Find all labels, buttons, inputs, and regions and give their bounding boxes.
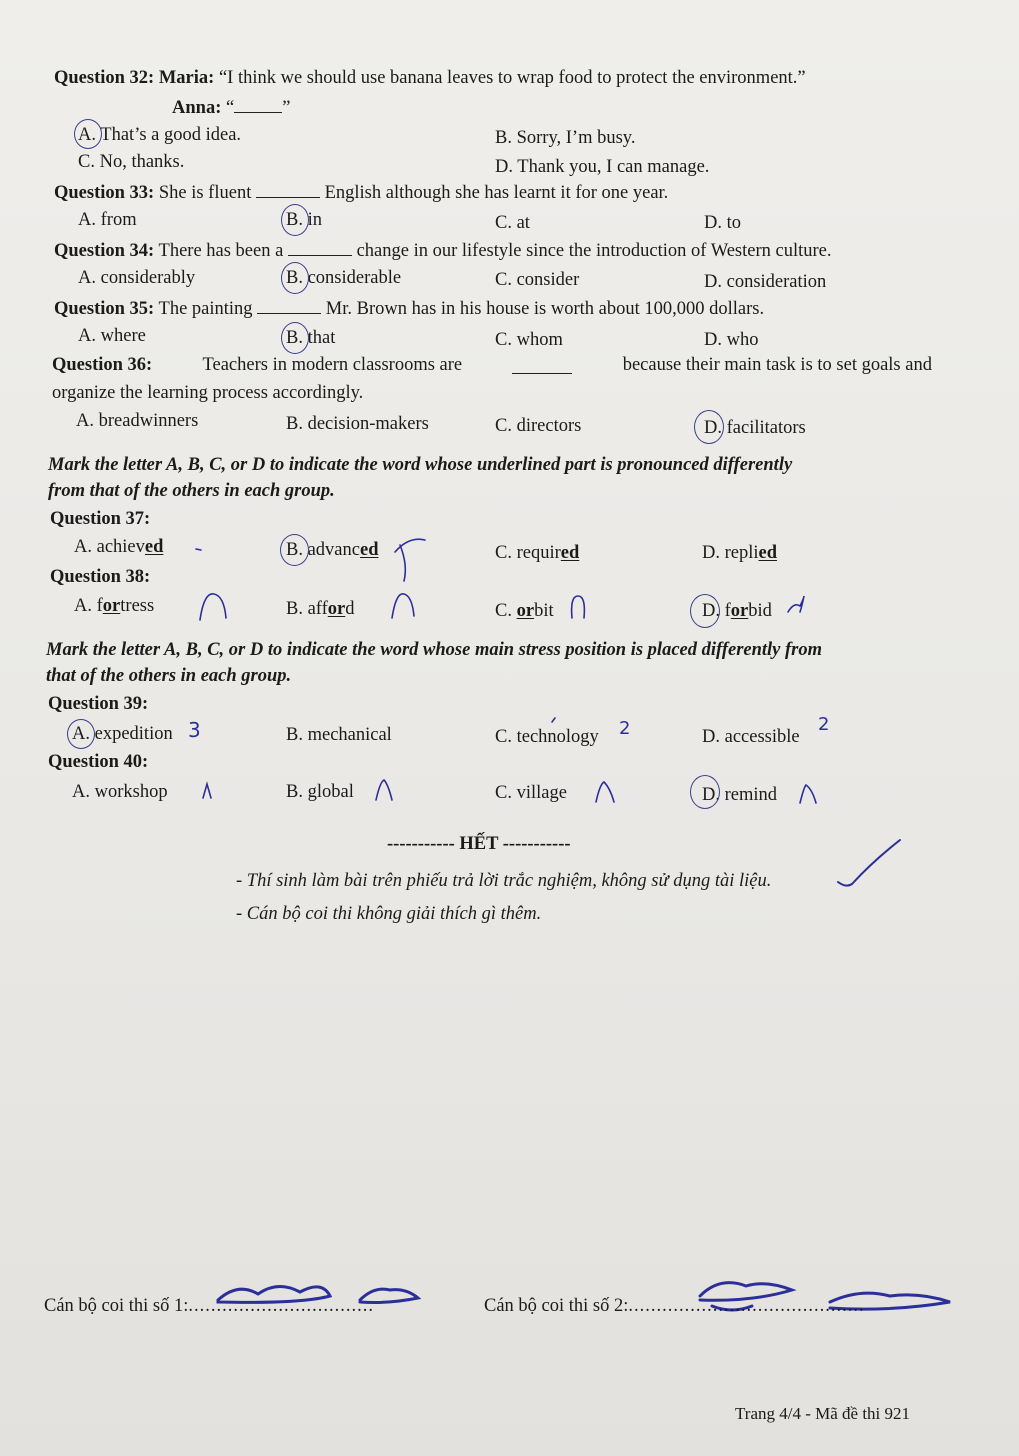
option-c[interactable]: C. technology — [495, 727, 599, 747]
option-b[interactable]: B. in — [286, 210, 322, 230]
option-a[interactable]: A. expedition — [72, 724, 173, 744]
option-a[interactable]: A. breadwinners — [76, 411, 199, 431]
answer-blank — [512, 357, 572, 374]
question-label: Question 36: — [52, 355, 153, 375]
question-33 — [54, 181, 668, 204]
option-d[interactable]: D. replied — [702, 543, 778, 563]
option-a[interactable]: A. workshop — [72, 782, 168, 802]
answer-blank — [257, 297, 321, 314]
question-text-before: Teachers in modern classrooms are — [202, 355, 463, 375]
instruction-stress-line2: that of the others in each group. — [46, 666, 292, 686]
question-35 — [54, 297, 764, 320]
instruction-stress-line1: Mark the letter A, B, C, or D to indicate the word whose main stress position is placed differently from — [46, 640, 823, 660]
option-c[interactable]: C. whom — [495, 330, 563, 350]
option-a[interactable]: A. from — [78, 210, 137, 230]
question-label: Question 34: — [54, 241, 155, 261]
question-text-after: Mr. Brown has in his house is worth about 100,000 dollars. — [325, 299, 765, 319]
option-b[interactable]: B. global — [286, 782, 354, 802]
question-34 — [54, 239, 832, 262]
option-d[interactable]: D. Thank you, I can manage. — [495, 157, 710, 177]
question-38-label: Question 38: — [50, 567, 151, 587]
option-b[interactable]: B. mechanical — [286, 725, 392, 745]
question-label: Question 32: — [54, 68, 155, 88]
handwritten-stress-mark: 2 — [818, 714, 830, 735]
question-40-label: Question 40: — [48, 752, 149, 772]
question-text-before: There has been a — [158, 241, 284, 261]
proctor-1-label: Cán bộ coi thi số 1:................................. — [44, 1296, 375, 1316]
question-36-line2: organize the learning process accordingly. — [52, 383, 364, 403]
question-text: “I think we should use banana leaves to wrap food to protect the environment.” — [218, 68, 806, 88]
option-d[interactable]: D. facilitators — [704, 418, 806, 438]
question-32-reply — [172, 96, 290, 119]
question-text-before: She is fluent — [158, 183, 252, 203]
option-d[interactable]: D. who — [704, 330, 759, 350]
option-c[interactable]: C. consider — [495, 270, 580, 290]
end-note-1: - Thí sinh làm bài trên phiếu trả lời trắc nghiệm, không sử dụng tài liệu. — [236, 871, 772, 891]
option-b[interactable]: B. advanced — [286, 540, 379, 560]
option-d[interactable]: D. to — [704, 213, 742, 233]
option-b[interactable]: B. afford — [286, 599, 355, 619]
option-b[interactable]: B. decision-makers — [286, 414, 429, 434]
option-a[interactable]: A. That’s a good idea. — [78, 125, 242, 145]
option-c[interactable]: C. No, thanks. — [78, 152, 185, 172]
close-quote: ” — [282, 98, 291, 118]
handwritten-stress-mark: 2 — [619, 718, 631, 739]
option-b[interactable]: B. that — [286, 328, 336, 348]
handwritten-stress-mark: 3 — [188, 718, 201, 742]
question-text-before: The painting — [158, 299, 253, 319]
question-text-after: English although she has learnt it for one year. — [324, 183, 669, 203]
question-label: Question 33: — [54, 183, 155, 203]
question-37-label: Question 37: — [50, 509, 151, 529]
question-32 — [54, 68, 806, 89]
answer-blank — [288, 239, 352, 256]
speaker-maria: Maria: — [158, 68, 215, 88]
question-label: Question 35: — [54, 299, 155, 319]
option-c[interactable]: C. village — [495, 783, 567, 803]
instruction-pronunciation-line1: Mark the letter A, B, C, or D to indicate the word whose underlined part is pronounced differently — [48, 455, 793, 475]
option-c[interactable]: C. required — [495, 543, 580, 563]
answer-blank — [234, 96, 282, 113]
option-a[interactable]: A. where — [78, 326, 146, 346]
option-c[interactable]: C. orbit — [495, 601, 554, 621]
question-text-after: because their main task is to set goals and — [622, 355, 932, 375]
option-c[interactable]: C. directors — [495, 416, 582, 436]
end-note-2: - Cán bộ coi thi không giải thích gì thêm. — [236, 904, 542, 924]
option-a[interactable]: A. achieved — [74, 537, 164, 557]
question-39-label: Question 39: — [48, 694, 149, 714]
option-d[interactable]: D. accessible — [702, 727, 800, 747]
option-d[interactable]: D. forbid — [702, 601, 772, 621]
question-text-after: change in our lifestyle since the introduction of Western culture. — [356, 241, 832, 261]
page-number: Trang 4/4 - Mã đề thi 921 — [735, 1404, 911, 1423]
speaker-anna: Anna: — [172, 98, 222, 118]
question-36 — [52, 355, 932, 376]
open-quote: “ — [225, 98, 235, 118]
option-b[interactable]: B. Sorry, I’m busy. — [495, 128, 636, 148]
option-d[interactable]: D. consideration — [704, 272, 827, 292]
option-a[interactable]: A. fortress — [74, 596, 155, 616]
answer-blank — [256, 181, 320, 198]
option-d[interactable]: D. remind — [702, 785, 778, 805]
end-title: ----------- HẾT ----------- — [387, 834, 571, 854]
proctor-2-label: Cán bộ coi thi số 2:.......................................... — [484, 1296, 865, 1316]
instruction-pronunciation-line2: from that of the others in each group. — [48, 481, 335, 501]
option-a[interactable]: A. considerably — [78, 268, 196, 288]
option-b[interactable]: B. considerable — [286, 268, 402, 288]
option-c[interactable]: C. at — [495, 213, 530, 233]
